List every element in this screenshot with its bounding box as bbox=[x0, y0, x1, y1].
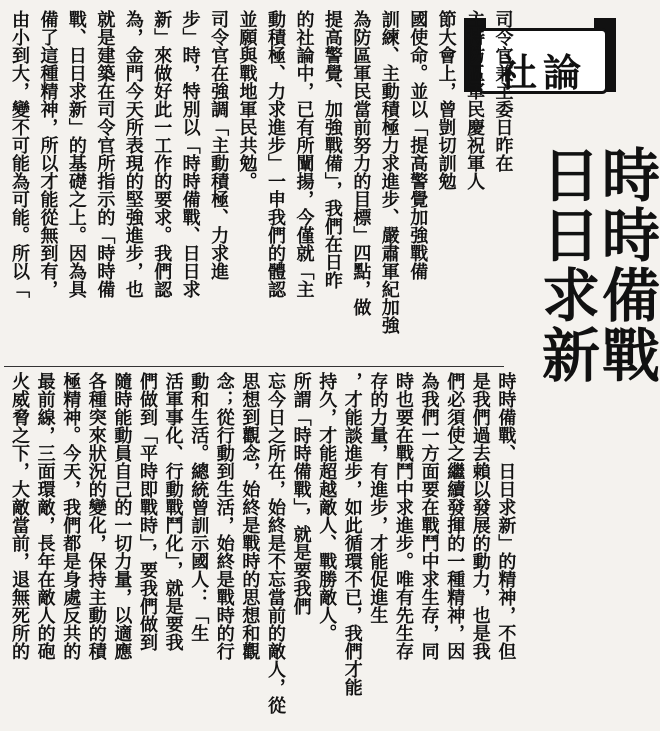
top_columns-column: 由小到大，變不可能為可能。所以「 bbox=[9, 10, 30, 298]
top_columns-column: 訓練、主動積極力求進步、嚴肅軍紀加強 bbox=[378, 10, 400, 334]
top_columns-column: 備了這種精神，所以才能從無到有， bbox=[37, 10, 59, 298]
bottom_columns-column: 忘今日之所在，始終是不忘當前的敵人，從 bbox=[265, 372, 286, 714]
bottom_columns-column: 時時備戰、日日求新」的精神，不但 bbox=[495, 372, 517, 660]
top_columns-column: 主持防區軍民慶祝軍人 bbox=[464, 10, 486, 190]
bottom_columns-column: 們做到「平時即戰時」，要我們做到 bbox=[137, 372, 158, 651]
top_columns-column: 戰、日日求新」的基礎之上。因為具 bbox=[65, 10, 87, 298]
bottom_columns-column: 所謂「時時備戰」，就是要我們 bbox=[290, 372, 312, 615]
top_columns-column: 的社論中，已有所闡揚，今僅就「主 bbox=[293, 10, 315, 298]
top_columns-column: 為防區軍民當前努力的目標」四點，做 bbox=[350, 10, 372, 316]
section-divider bbox=[4, 366, 504, 367]
top_columns-column: 新」來做好此一工作的要求。我們認 bbox=[151, 10, 173, 298]
bottom_columns-column: 是我們過去賴以發展的動力，也是我 bbox=[469, 372, 491, 660]
top_columns-column: 並願與戰地軍民共勉。 bbox=[236, 10, 258, 190]
headline-line-1: 時時備戰 bbox=[592, 145, 660, 385]
headline-line-2: 日日求新 bbox=[532, 145, 600, 385]
bottom_columns-column: 思想到觀念，始終是戰時的思想和觀 bbox=[239, 372, 261, 660]
top_columns-column: 為，金門今天所表現的堅強進步，也 bbox=[122, 10, 144, 298]
top_columns-column: 提高警覺、加強戰備」，我們在日昨 bbox=[321, 10, 343, 289]
bottom_columns-column: 念；從行動到生活，始終是戰時的行 bbox=[213, 372, 235, 660]
bottom_columns-column: 火威脅之下，大敵當前，退無死所的 bbox=[9, 372, 30, 660]
bottom_columns-column: 動和生活。總統曾訓示國人：「生 bbox=[188, 372, 210, 642]
bottom_columns-column: 持久，才能超越敵人、戰勝敵人。 bbox=[316, 372, 338, 642]
bottom_columns-column: 極精神。今天，我們都是身處反共的 bbox=[60, 372, 82, 660]
bottom_columns-column: 為我們一方面要在戰鬥中求生存，同 bbox=[418, 372, 440, 660]
bottom_columns-column: 各種突來狀況的變化，保持主動的積 bbox=[85, 372, 107, 660]
top_columns-column: 國使命。並以「提高警覺加強戰備 bbox=[407, 10, 429, 280]
top_columns-column: 就是建築在司令官所指示的「時時備 bbox=[94, 10, 116, 298]
headline bbox=[532, 145, 660, 385]
bottom_columns-column: 們必須使之繼續發揮的一種精神，因 bbox=[444, 372, 466, 660]
label-text: 社論 bbox=[499, 50, 588, 95]
bottom_columns-column: 活軍事化、行動戰鬥化」，就是要我 bbox=[162, 372, 184, 651]
bottom_columns-column: 隨時能動員自己的一切力量，以適應 bbox=[111, 372, 133, 660]
bottom_columns-column: 存的力量，有進步，才能促進生 bbox=[367, 372, 389, 624]
bottom_columns-column: 時也要在戰鬥中求進步。唯有先生存 bbox=[393, 372, 414, 660]
top_columns-column: 司令官在強調「主動積極、力求進 bbox=[208, 10, 230, 280]
bottom_columns-column: 最前線，三面環敵，長年在敵人的砲 bbox=[34, 372, 56, 660]
top_columns-column: 動積極、力求進步」一申我們的體認 bbox=[265, 10, 286, 298]
top_columns-column: 司令官兼主委日昨在 bbox=[492, 10, 514, 172]
top_columns-column: 節大會上，曾剴切訓勉 bbox=[435, 10, 457, 190]
top_columns-column: 步」時，特別以「時時備戰、日日求 bbox=[179, 10, 201, 298]
bottom_columns-column: ，才能談進步，如此循環不已，我們才能 bbox=[341, 372, 363, 696]
